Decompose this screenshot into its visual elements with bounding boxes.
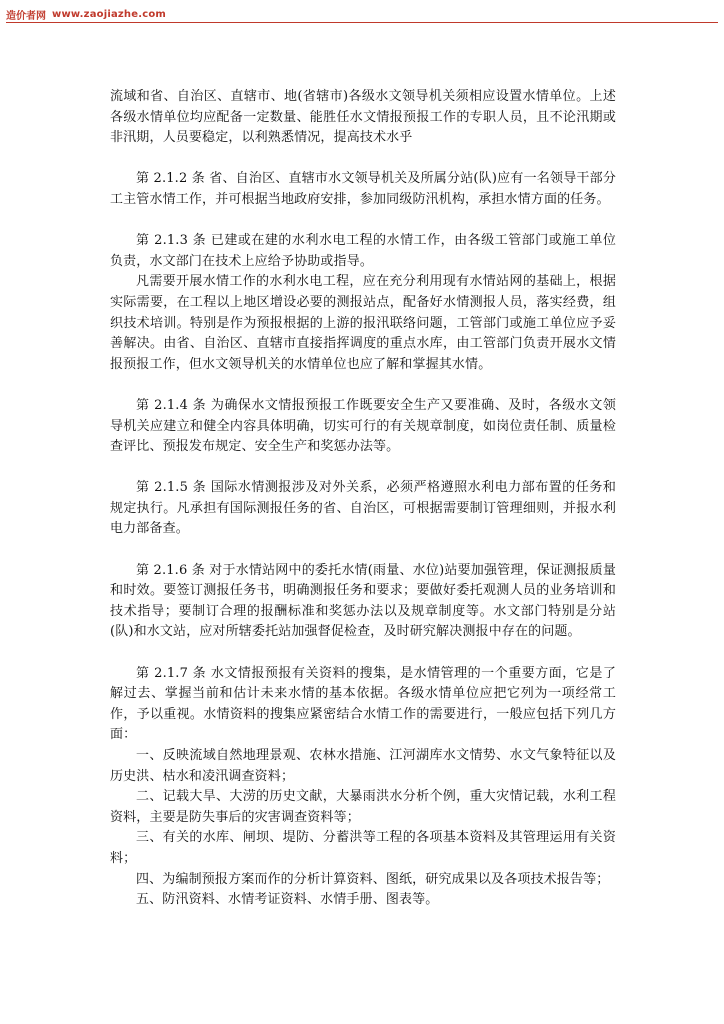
paragraph-continuation: 流域和省、自治区、直辖市、地(省辖市)各级水文领导机关须相应设置水情单位。上述各级水情单位均应配备一定数量、能胜任水文情报预报工作的专职人员，且不论汛期或非汛期，人员要稳定，以利熟悉情况，提高技术水乎 xyxy=(110,89,616,146)
article-2-1-2: 第 2.1.2 条 省、自治区、直辖市水文领导机关及所属分站(队)应有一名领导干部分工主管水情工作，并可根据当地政府安排，参加同级防汛机构，承担水情方面的任务。 xyxy=(110,171,616,207)
article-2-1-3: 第 2.1.3 条 已建或在建的水利水电工程的水情工作，由各级工管部门或施工单位负责，水文部门在技术上应给予协助或指导。 xyxy=(110,233,616,269)
list-item-4: 四、为编制预报方案而作的分析计算资料、图纸，研究成果以及各项技术报告等； xyxy=(136,871,610,887)
header-divider xyxy=(6,22,718,23)
list-item-2: 二、记载大旱、大涝的历史文献，大暴雨洪水分析个例，重大灾情记载，水利工程资料，主要是防失事后的灾害调查资料等； xyxy=(110,789,616,825)
paragraph-spacer xyxy=(110,211,616,232)
paragraph-spacer xyxy=(110,375,616,396)
watermark-site-url: www.zaojiazhe.com xyxy=(52,8,167,20)
article-2-1-4: 第 2.1.4 条 为确保水文情报预报工作既要安全生产又要准确、及时，各级水文领导机关应建立和健全内容具体明确，切实可行的有关规章制度，如岗位责任制、质量检查评比、预报发布规定、安全生产和奖惩办法等。 xyxy=(110,397,616,455)
article-2-1-3-detail: 凡需要开展水情工作的水利水电工程，应在充分利用现有水情站网的基础上，根据实际需要，在工程以上地区增设必要的测报站点，配备好水情测报人员，落实经费，组织技术培训。特别是作为预报根据的上游的报汛联络问题，工管部门或施工单位应予妥善解决。由省、自治区、直辖市直接指挥调度的重点水库，由工管部门负责开展水文情报预报工作，但水文领导机关的水情单位也应了解和掌握其水情。 xyxy=(110,274,616,372)
article-2-1-5: 第 2.1.5 条 国际水情测报涉及对外关系，必须严格遵照水利电力部布置的任务和规定执行。凡承担有国际测报任务的省、自治区，可根据需要制订管理细则，并报水利电力部备查。 xyxy=(110,480,616,537)
list-item-5: 五、防汛资料、水情考证资料、水情手册、图表等。 xyxy=(136,892,439,908)
document-body xyxy=(110,87,616,911)
watermark-header xyxy=(6,6,718,22)
article-2-1-7: 第 2.1.7 条 水文情报预报有关资料的搜集，是水情管理的一个重要方面，它是了解过去、掌握当前和估计未来水情的基本依据。各级水情单位应把它列为一项经常工作，予以重视。水情资料的搜集应紧密结合水情工作的需要进行，一般应包括下列几方面： xyxy=(110,665,616,743)
watermark-site-name: 造价者网 xyxy=(6,10,46,22)
paragraph-spacer xyxy=(110,643,616,664)
article-2-1-6: 第 2.1.6 条 对于水情站网中的委托水情(雨量、水位)站要加强管理，保证测报质量和时效。要签订测报任务书，明确测报任务和要求；要做好委托观测人员的业务培训和技术指导；要制订合理的报酬标准和奖惩办法以及规章制度等。水文部门特别是分站(队)和水文站，应对所辖委托站加强督促检查，及时研究解决测报中存在的问题。 xyxy=(110,562,616,640)
paragraph-spacer xyxy=(110,458,616,479)
list-item-3: 三、有关的水库、闸坝、堤防、分蓄洪等工程的各项基本资料及其管理运用有关资料； xyxy=(110,830,616,866)
paragraph-spacer xyxy=(110,540,616,561)
list-item-1: 一、反映流域自然地理景观、农林水措施、江河湖库水文情势、水文气象特征以及历史洪、枯水和凌汛调查资料； xyxy=(110,748,616,784)
paragraph-spacer xyxy=(110,149,616,170)
